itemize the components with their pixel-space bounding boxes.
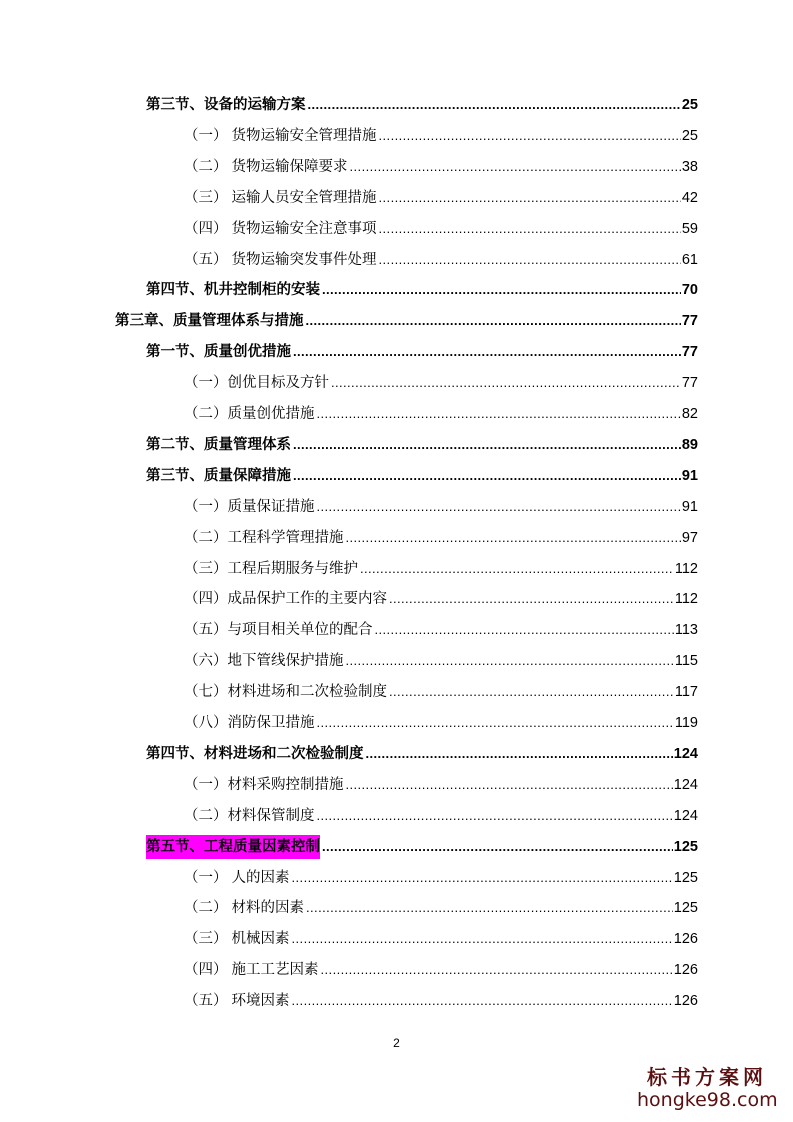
toc-entry[interactable] <box>146 835 698 859</box>
watermark-url: hongke98.com <box>637 1089 778 1111</box>
toc-entry-title: 第四节、机井控制柜的安装 <box>146 282 320 298</box>
toc-entry-page: 82 <box>681 406 698 422</box>
toc-dot-leader <box>292 927 673 951</box>
toc-dot-leader <box>379 124 681 148</box>
toc-dot-leader <box>317 804 673 828</box>
toc-entry-title: （一）材料采购控制措施 <box>184 777 344 793</box>
toc-dot-leader <box>292 866 673 890</box>
toc-entry-page: 70 <box>681 282 698 298</box>
toc-entry-title: （三） 机械因素 <box>184 931 290 947</box>
toc-entry[interactable] <box>184 680 698 704</box>
toc-entry-page: 124 <box>673 746 698 762</box>
toc-dot-leader <box>389 587 674 611</box>
toc-entry-page: 25 <box>681 128 698 144</box>
toc-entry-title: （二） 材料的因素 <box>184 900 305 916</box>
toc-dot-leader <box>317 495 681 519</box>
toc-entry-title: 第五节、工程质量因素控制 <box>146 835 320 859</box>
toc-dot-leader <box>366 742 673 766</box>
toc-dot-leader <box>379 217 681 241</box>
toc-entry-page: 115 <box>674 653 698 669</box>
toc-entry-title: （一）质量保证措施 <box>184 499 315 515</box>
toc-entry-page: 77 <box>681 344 698 360</box>
toc-entry-title: （三）工程后期服务与维护 <box>184 561 358 577</box>
toc-entry[interactable] <box>146 433 698 457</box>
toc-entry[interactable] <box>184 989 698 1013</box>
toc-entry-title: （三） 运输人员安全管理措施 <box>184 190 377 206</box>
toc-dot-leader <box>322 835 673 859</box>
toc-entry-title: （四）成品保护工作的主要内容 <box>184 591 387 607</box>
toc-entry-page: 38 <box>681 159 698 175</box>
toc-entry-page: 97 <box>681 530 698 546</box>
toc-entry-page: 126 <box>673 962 698 978</box>
toc-dot-leader <box>350 155 681 179</box>
toc-dot-leader <box>306 309 681 333</box>
toc-entry[interactable] <box>184 402 698 426</box>
toc-entry-page: 91 <box>681 468 698 484</box>
toc-dot-leader <box>317 711 674 735</box>
toc-entry-title: 第三章、质量管理体系与措施 <box>115 313 304 329</box>
toc-dot-leader <box>379 186 681 210</box>
toc-entry[interactable] <box>146 278 698 302</box>
toc-entry[interactable] <box>184 526 698 550</box>
toc-entry-title: （五） 货物运输突发事件处理 <box>184 252 377 268</box>
toc-entry[interactable] <box>184 186 698 210</box>
toc-entry-page: 25 <box>681 97 698 113</box>
toc-entry-title: 第三节、质量保障措施 <box>146 468 291 484</box>
toc-dot-leader <box>346 526 681 550</box>
toc-entry-title: 第一节、质量创优措施 <box>146 344 291 360</box>
toc-entry[interactable] <box>146 340 698 364</box>
toc-entry[interactable] <box>146 742 698 766</box>
toc-entry-page: 59 <box>681 221 698 237</box>
toc-entry-title: （六）地下管线保护措施 <box>184 653 344 669</box>
toc-dot-leader <box>346 773 673 797</box>
toc-entry-title: （五） 环境因素 <box>184 993 290 1009</box>
toc-entry-title: （一） 货物运输安全管理措施 <box>184 128 377 144</box>
toc-entry[interactable] <box>146 93 698 117</box>
toc-dot-leader <box>306 896 673 920</box>
toc-entry[interactable] <box>184 248 698 272</box>
toc-entry-page: 125 <box>673 900 698 916</box>
page-number: 2 <box>393 1036 400 1050</box>
toc-dot-leader <box>321 958 673 982</box>
toc-entry[interactable] <box>184 495 698 519</box>
toc-entry-page: 126 <box>673 993 698 1009</box>
toc-dot-leader <box>317 402 681 426</box>
toc-entry-title: （二）工程科学管理措施 <box>184 530 344 546</box>
toc-entry-title: （四） 施工工艺因素 <box>184 962 319 978</box>
toc-entry-page: 125 <box>673 839 698 855</box>
toc-entry-page: 117 <box>674 684 698 700</box>
toc-entry-title: （二）质量创优措施 <box>184 406 315 422</box>
toc-entry[interactable] <box>184 866 698 890</box>
toc-entry-title: 第四节、材料进场和二次检验制度 <box>146 746 364 762</box>
toc-entry[interactable] <box>184 371 698 395</box>
toc-entry[interactable] <box>184 557 698 581</box>
toc-entry[interactable] <box>115 309 698 333</box>
toc-entry[interactable] <box>184 155 698 179</box>
toc-entry-page: 119 <box>674 715 698 731</box>
toc-dot-leader <box>346 649 674 673</box>
toc-entry-page: 112 <box>674 591 698 607</box>
toc-entry-page: 124 <box>673 808 698 824</box>
toc-entry[interactable] <box>184 927 698 951</box>
toc-dot-leader <box>293 433 681 457</box>
toc-entry-page: 112 <box>674 561 698 577</box>
toc-entry-page: 126 <box>673 931 698 947</box>
toc-entry-page: 61 <box>681 252 698 268</box>
toc-entry[interactable] <box>184 618 698 642</box>
toc-dot-leader <box>360 557 674 581</box>
toc-entry[interactable] <box>184 773 698 797</box>
toc-dot-leader <box>379 248 681 272</box>
toc-entry-title: （四） 货物运输安全注意事项 <box>184 221 377 237</box>
toc-entry[interactable] <box>184 217 698 241</box>
toc-dot-leader <box>375 618 674 642</box>
toc-dot-leader <box>322 278 681 302</box>
toc-entry[interactable] <box>184 587 698 611</box>
toc-dot-leader <box>292 989 673 1013</box>
toc-entry-page: 125 <box>673 870 698 886</box>
toc-entry-title: （七）材料进场和二次检验制度 <box>184 684 387 700</box>
toc-entry-page: 89 <box>681 437 698 453</box>
toc-dot-leader <box>389 680 674 704</box>
toc-entry-title: 第二节、质量管理体系 <box>146 437 291 453</box>
toc-entry-title: （二） 货物运输保障要求 <box>184 159 348 175</box>
watermark-title: 标书方案网 <box>647 1065 767 1089</box>
toc-entry[interactable] <box>184 124 698 148</box>
toc-entry-page: 77 <box>681 313 698 329</box>
toc-dot-leader <box>293 340 681 364</box>
toc-dot-leader <box>308 93 681 117</box>
toc-entry[interactable] <box>184 804 698 828</box>
toc-entry-page: 42 <box>681 190 698 206</box>
watermark <box>637 1066 777 1112</box>
toc-entry[interactable] <box>184 649 698 673</box>
toc-entry-title: （一） 人的因素 <box>184 870 290 886</box>
toc-dot-leader <box>331 371 681 395</box>
toc-entry-title: 第三节、设备的运输方案 <box>146 97 306 113</box>
toc-entry[interactable] <box>184 711 698 735</box>
toc-entry[interactable] <box>184 958 698 982</box>
toc-entry[interactable] <box>146 464 698 488</box>
toc-entry-title: （二）材料保管制度 <box>184 808 315 824</box>
toc-entry-page: 124 <box>673 777 698 793</box>
toc-entry-page: 113 <box>674 622 698 638</box>
toc-dot-leader <box>293 464 681 488</box>
toc-entry-page: 91 <box>681 499 698 515</box>
toc-entry-page: 77 <box>681 375 698 391</box>
toc-entry-title: （五）与项目相关单位的配合 <box>184 622 373 638</box>
toc-entry-title: （一）创优目标及方针 <box>184 375 329 391</box>
toc-entry[interactable] <box>184 896 698 920</box>
toc-entry-title: （八）消防保卫措施 <box>184 715 315 731</box>
